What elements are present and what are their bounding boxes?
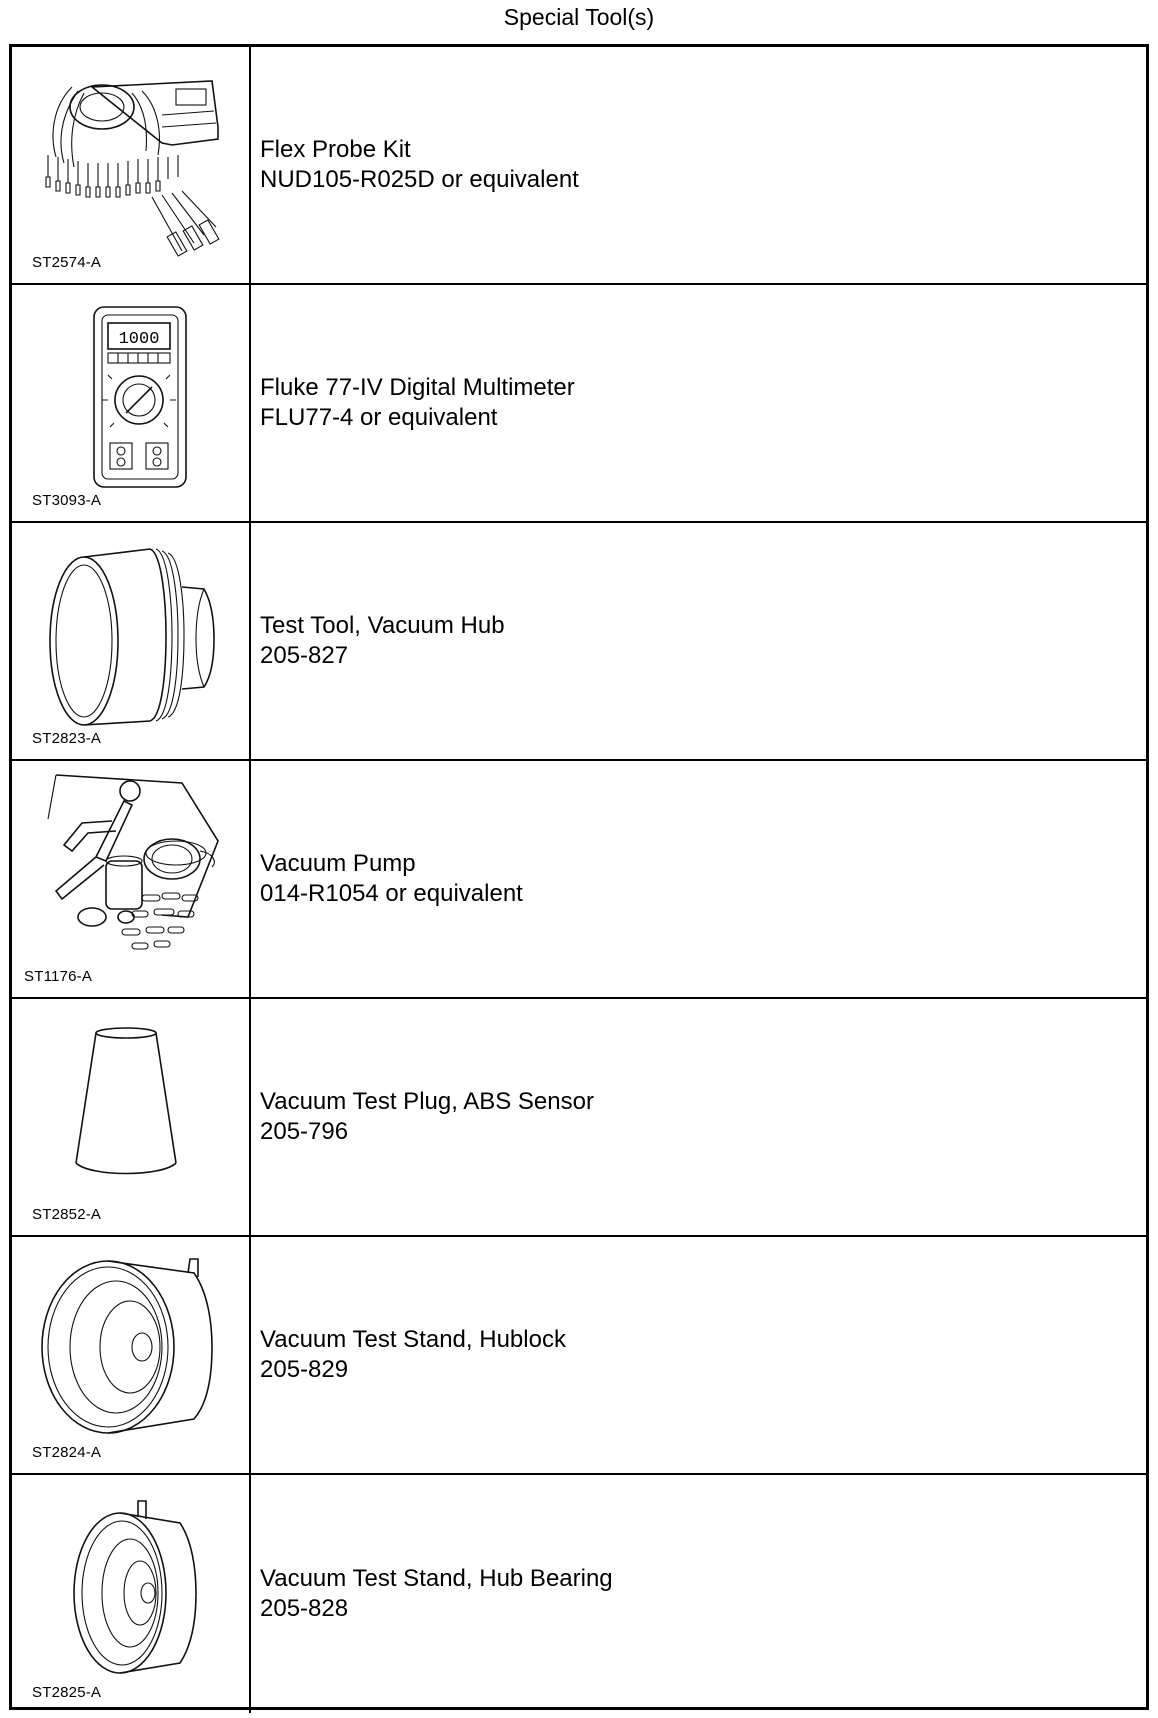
figure-code: ST3093-A <box>32 492 102 509</box>
tool-image-cell <box>12 761 251 997</box>
table-row <box>12 285 1146 523</box>
tool-description-cell <box>251 523 1146 759</box>
tool-name: Test Tool, Vacuum Hub <box>260 612 505 639</box>
table-row <box>12 47 1146 285</box>
tool-name: Vacuum Test Stand, Hub Bearing <box>260 1565 613 1592</box>
multimeter-display: 1000 <box>118 330 160 349</box>
tool-description-cell <box>251 285 1146 521</box>
table-row <box>12 523 1146 761</box>
table-row <box>12 1237 1146 1475</box>
tool-description-cell <box>251 1475 1146 1713</box>
tool-description-cell <box>251 47 1146 283</box>
figure-code: ST2852-A <box>32 1206 102 1223</box>
tool-part-number: NUD105-R025D or equivalent <box>260 166 579 193</box>
tool-part-number: 205-827 <box>260 642 349 669</box>
tool-part-number: 205-796 <box>260 1118 349 1145</box>
tool-name: Vacuum Test Stand, Hublock <box>260 1326 566 1353</box>
vacuum-pump-icon <box>12 761 249 997</box>
tool-description-cell <box>251 1237 1146 1473</box>
tool-name: Fluke 77-IV Digital Multimeter <box>260 374 575 401</box>
tool-part-number: FLU77-4 or equivalent <box>260 404 498 431</box>
tool-image-cell <box>12 1475 251 1713</box>
figure-code: ST2823-A <box>32 730 102 747</box>
vacuum-hub-icon <box>12 523 249 759</box>
table-row <box>12 761 1146 999</box>
test-plug-icon <box>12 999 249 1235</box>
tool-image-cell <box>12 1237 251 1473</box>
figure-code: ST2574-A <box>32 254 102 271</box>
multimeter-icon <box>12 285 249 521</box>
tool-name: Vacuum Test Plug, ABS Sensor <box>260 1088 594 1115</box>
figure-code: ST2824-A <box>32 1444 102 1461</box>
tool-part-number: 205-828 <box>260 1595 349 1622</box>
flex-probe-kit-icon <box>12 47 249 283</box>
hub-bearing-stand-icon <box>12 1475 249 1711</box>
tool-part-number: 014-R1054 or equivalent <box>260 880 523 907</box>
tool-name: Flex Probe Kit <box>260 136 411 163</box>
tool-description-cell <box>251 761 1146 997</box>
page-title: Special Tool(s) <box>503 4 655 30</box>
table-row <box>12 1475 1146 1713</box>
tool-part-number: 205-829 <box>260 1356 349 1383</box>
table-row <box>12 999 1146 1237</box>
tool-name: Vacuum Pump <box>260 850 416 877</box>
special-tools-table <box>9 44 1149 1710</box>
hublock-stand-icon <box>12 1237 249 1473</box>
figure-code: ST2825-A <box>32 1684 102 1701</box>
tool-image-cell <box>12 47 251 283</box>
tool-image-cell <box>12 523 251 759</box>
tool-description-cell <box>251 999 1146 1235</box>
figure-code: ST1176-A <box>24 968 93 985</box>
tool-image-cell <box>12 285 251 521</box>
tool-image-cell <box>12 999 251 1235</box>
